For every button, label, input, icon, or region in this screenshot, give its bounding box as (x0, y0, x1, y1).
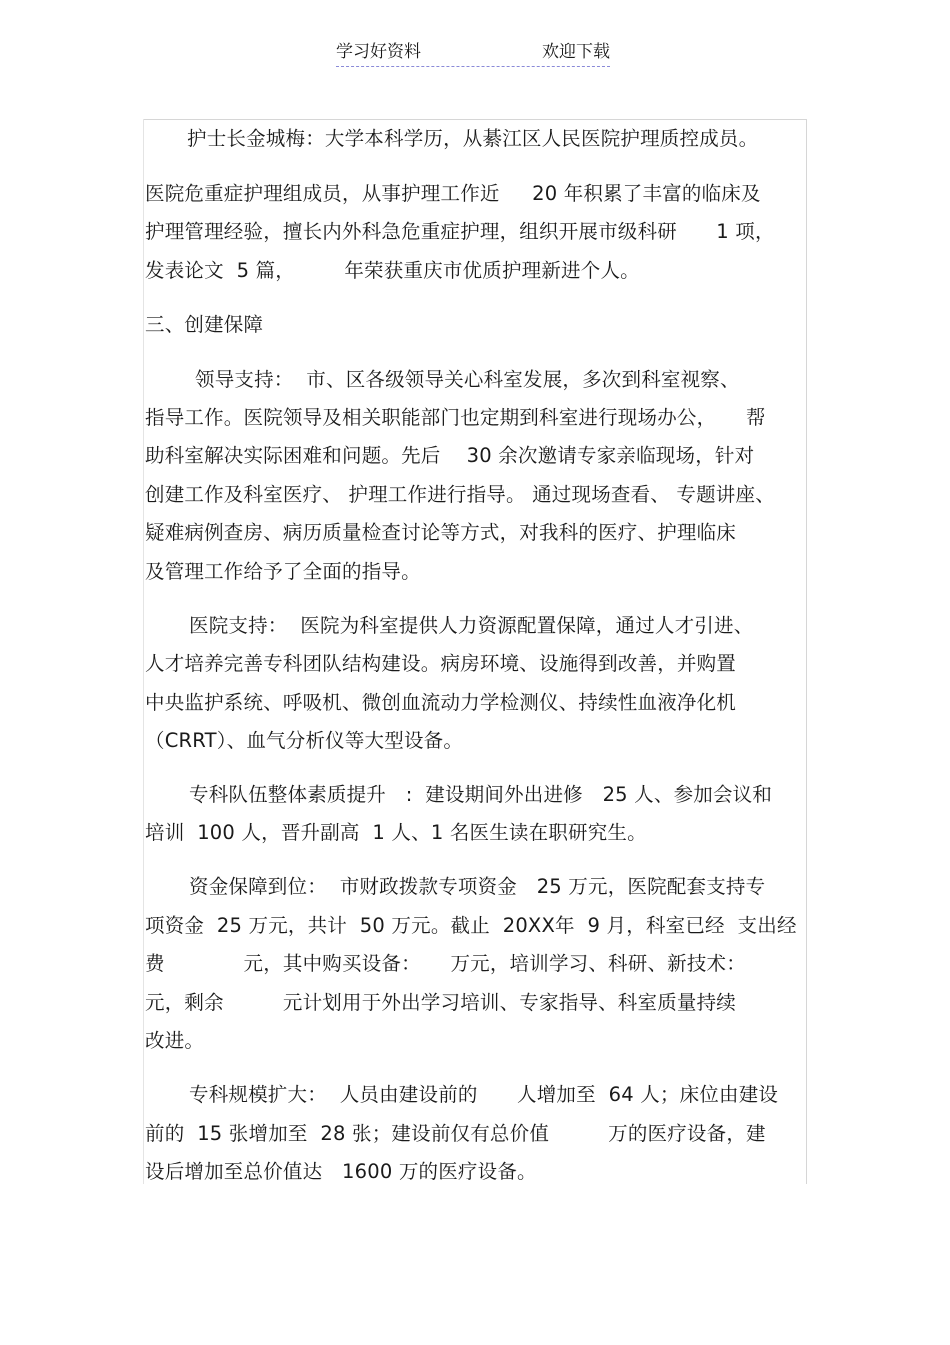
text-line: 医院支持： 医院为科室提供人力资源配置保障，通过人才引进、 (189, 614, 754, 637)
text-line: 人才培养完善专科团队结构建设。病房环境、设施得到改善，并购置 (145, 652, 737, 675)
text-line: 领导支持： 市、区各级领导关心科室发展，多次到科室视察、 (195, 368, 740, 391)
text-line: 改进。 (145, 1029, 205, 1052)
text-line: 培训 100 人，晋升副高 1 人、1 名医生读在职研究生。 (145, 821, 647, 844)
text-line: 指导工作。医院领导及相关职能部门也定期到科室进行现场办公， 帮 (145, 406, 766, 429)
content-frame-top-border (143, 119, 807, 120)
page-header (336, 40, 610, 67)
text-line: （CRRT）、血气分析仪等大型设备。 (145, 729, 464, 752)
text-line: 发表论文 5 篇， 年荣获重庆市优质护理新进个人。 (145, 259, 640, 282)
text-line: 助科室解决实际困难和问题。先后 30 余次邀请专家亲临现场，针对 (145, 444, 755, 467)
header-right-text: 欢迎下载 (542, 42, 610, 62)
text-line: 中央监护系统、呼吸机、微创血流动力学检测仪、持续性血液净化机 (145, 691, 737, 714)
content-frame-left-border (143, 119, 144, 1184)
text-line: 医院危重症护理组成员，从事护理工作近 20 年积累了丰富的临床及 (145, 182, 761, 205)
text-line: 费 元，其中购买设备： 万元，培训学习、科研、新技术： (145, 952, 746, 975)
text-line: 前的 15 张增加至 28 张；建设前仅有总价值 万的医疗设备，建 (145, 1122, 766, 1145)
text-line: 护士长金城梅：大学本科学历，从綦江区人民医院护理质控成员。 (187, 127, 759, 150)
text-line: 设后增加至总价值达 1600 万的医疗设备。 (145, 1160, 537, 1183)
text-line: 及管理工作给予了全面的指导。 (145, 560, 421, 583)
text-line: 专科规模扩大： 人员由建设前的 人增加至 64 人；床位由建设 (189, 1083, 779, 1106)
header-left-text: 学习好资料 (336, 42, 421, 62)
text-line: 疑难病例查房、病历质量检查讨论等方式，对我科的医疗、护理临床 (145, 521, 737, 544)
text-line: 项资金 25 万元，共计 50 万元。截止 20XX年 9 月，科室已经 支出经 (145, 914, 797, 937)
text-line: 护理管理经验，擅长内外科急危重症护理，组织开展市级科研 1 项， (145, 220, 775, 243)
text-line: 元，剩余 元计划用于外出学习培训、专家指导、科室质量持续 (145, 991, 737, 1014)
content-frame-right-border (806, 119, 807, 1184)
section-heading: 三、创建保障 (145, 313, 264, 336)
text-line: 专科队伍整体素质提升 : 建设期间外出进修 25 人、参加会议和 (189, 783, 773, 806)
text-line: 资金保障到位： 市财政拨款专项资金 25 万元，医院配套支持专 (189, 875, 766, 898)
text-line: 创建工作及科室医疗、 护理工作进行指导。 通过现场查看、 专题讲座、 (145, 483, 775, 506)
